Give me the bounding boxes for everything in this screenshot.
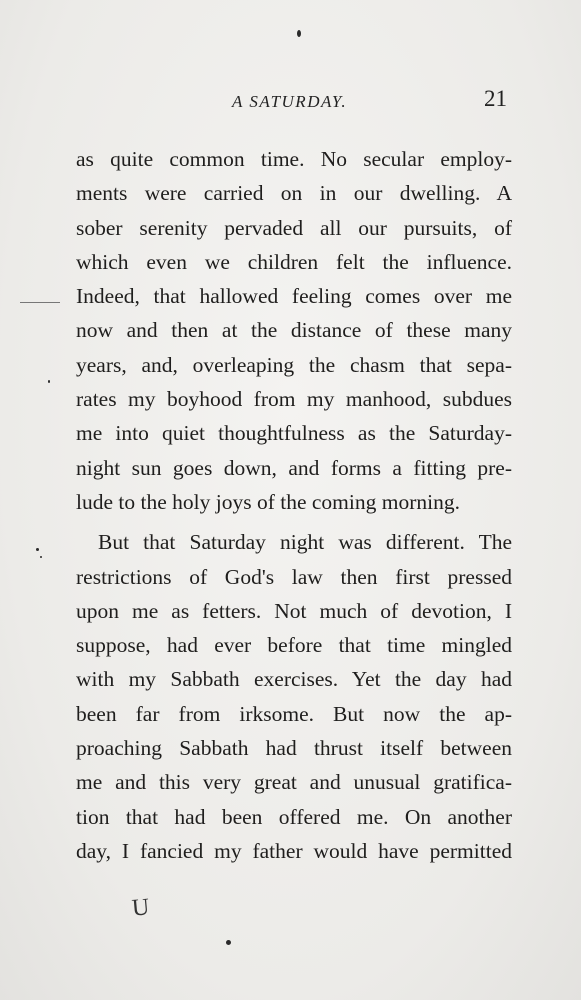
text-line: night sun goes down, and forms a fitting pre-: [76, 455, 512, 480]
text-line: proaching Sabbath had thrust itself between: [76, 736, 512, 761]
text-line: me and this very great and unusual gratifica-: [76, 770, 512, 795]
text-line: restrictions of God's law then first pressed: [76, 564, 512, 589]
text-line: me into quiet thoughtfulness as the Saturday-: [76, 421, 512, 446]
text-line: as quite common time. No secular employ-: [76, 147, 512, 171]
text-line: lude to the holy joys of the coming morning.: [76, 489, 460, 514]
text-line: upon me as fetters. Not much of devotion, I: [76, 598, 512, 623]
text-line: tion that had been offered me. On another: [76, 804, 512, 829]
text-line: Indeed, that hallowed feeling comes over me: [76, 284, 512, 309]
ink-speck: [40, 556, 42, 558]
text-line: now and then at the distance of these many: [76, 318, 512, 343]
text-line: sober serenity pervaded all our pursuits, of: [76, 215, 512, 240]
text-line: years, and, overleaping the chasm that sepa-: [76, 352, 512, 377]
text-line: ments were carried on in our dwelling. A: [76, 181, 512, 206]
ink-speck: [226, 940, 231, 945]
body-text: [76, 142, 512, 868]
paragraph-2: [76, 525, 512, 868]
page-number: 21: [484, 86, 507, 111]
ink-speck: [297, 30, 301, 37]
marginal-mark: U: [130, 894, 151, 922]
page-header: [0, 86, 581, 116]
text-line: with my Sabbath exercises. Yet the day had: [76, 667, 512, 692]
ink-speck: [36, 548, 39, 551]
text-line: But that Saturday night was different. The: [98, 530, 512, 555]
text-line: been far from irksome. But now the ap-: [76, 701, 512, 726]
paragraph-1: [76, 142, 512, 519]
text-line: which even we children felt the influence.: [76, 249, 512, 274]
text-line: day, I fancied my father would have permitted: [76, 838, 512, 863]
text-line: rates my boyhood from my manhood, subdues: [76, 387, 512, 412]
ink-speck: [20, 302, 60, 303]
ink-speck: [48, 380, 50, 383]
running-head: A SATURDAY.: [232, 92, 348, 111]
text-line: suppose, had ever before that time mingled: [76, 633, 512, 658]
